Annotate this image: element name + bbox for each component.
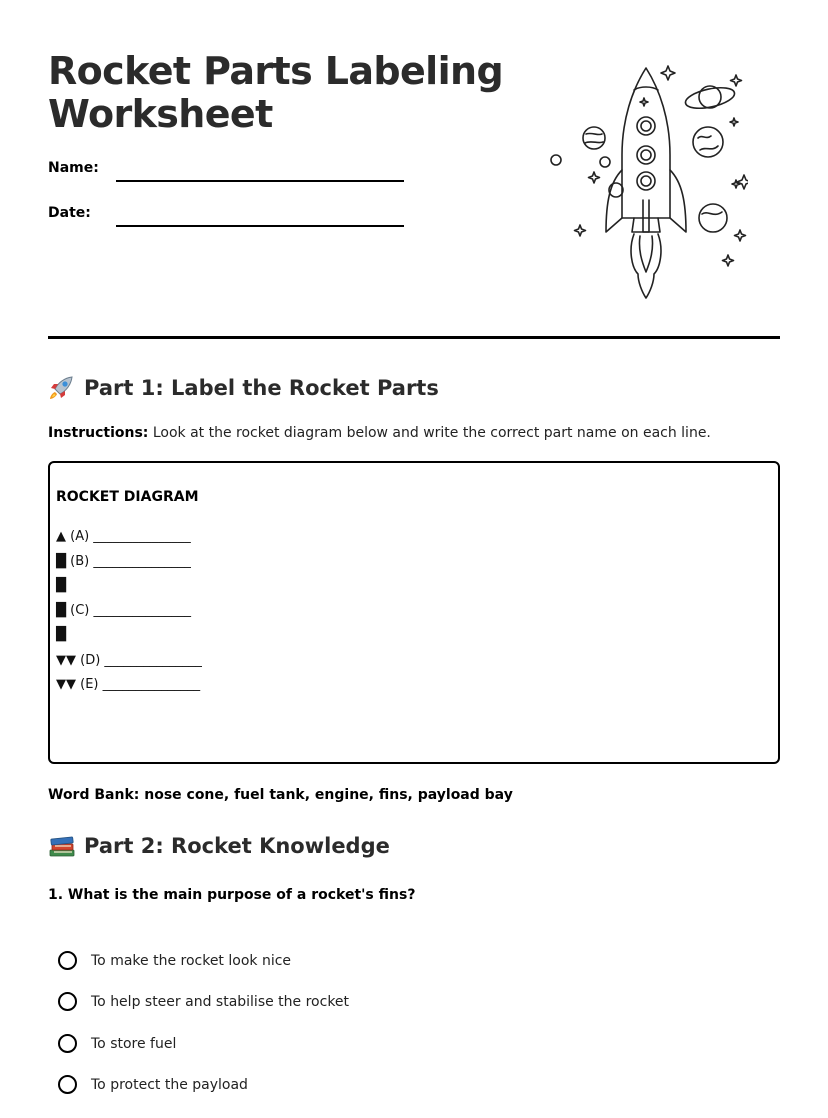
answer-radio-4[interactable] xyxy=(58,1075,77,1094)
answer-option-3[interactable] xyxy=(58,1034,176,1053)
date-label: Date: xyxy=(48,205,91,221)
diagram-line-a[interactable]: ▲ (A) _______________ xyxy=(56,529,191,544)
answer-option-1[interactable] xyxy=(58,951,291,970)
answer-option-4-text: To protect the payload xyxy=(91,1076,248,1093)
rocket-illustration xyxy=(548,60,748,305)
date-field[interactable] xyxy=(116,225,404,227)
diagram-line-c[interactable]: █ (C) _______________ xyxy=(56,603,191,618)
part2-title xyxy=(48,833,390,859)
answer-radio-3[interactable] xyxy=(58,1034,77,1053)
diagram-line-body-1: █ xyxy=(56,578,66,593)
answer-option-2-text: To help steer and stabilise the rocket xyxy=(91,993,350,1010)
diagram-line-body-2: █ xyxy=(56,627,66,642)
answer-option-1-text: To make the rocket look nice xyxy=(91,952,292,969)
header-divider xyxy=(48,336,780,339)
rocket-diagram-box xyxy=(48,461,780,764)
diagram-line-e[interactable]: ▼▼ (E) _______________ xyxy=(56,677,201,692)
diagram-line-b[interactable]: █ (B) _______________ xyxy=(56,554,191,569)
page-title xyxy=(48,50,518,136)
answer-option-2[interactable] xyxy=(58,992,349,1011)
name-field[interactable] xyxy=(116,180,404,182)
instructions xyxy=(48,425,711,441)
answer-option-3-text: To store fuel xyxy=(91,1035,177,1052)
part1-title-text: Part 1: Label the Rocket Parts xyxy=(84,376,439,400)
title-line-1: Rocket Parts Labeling xyxy=(48,49,504,93)
part1-title xyxy=(48,375,439,401)
answer-radio-1[interactable] xyxy=(58,951,77,970)
diagram-line-d[interactable]: ▼▼ (D) _______________ xyxy=(56,653,202,668)
instructions-label: Instructions: xyxy=(48,425,149,441)
answer-radio-2[interactable] xyxy=(58,992,77,1011)
answer-option-4[interactable] xyxy=(58,1075,248,1094)
diagram-heading: ROCKET DIAGRAM xyxy=(56,489,199,505)
question-1: 1. What is the main purpose of a rocket's fins? xyxy=(48,887,416,903)
part2-title-text: Part 2: Rocket Knowledge xyxy=(84,834,390,858)
name-label: Name: xyxy=(48,160,99,176)
instructions-text: Look at the rocket diagram below and write the correct part name on each line. xyxy=(148,425,711,441)
books-icon xyxy=(48,833,76,859)
word-bank: Word Bank: nose cone, fuel tank, engine, fins, payload bay xyxy=(48,787,513,803)
rocket-icon xyxy=(48,375,76,401)
title-line-2: Worksheet xyxy=(48,92,273,136)
